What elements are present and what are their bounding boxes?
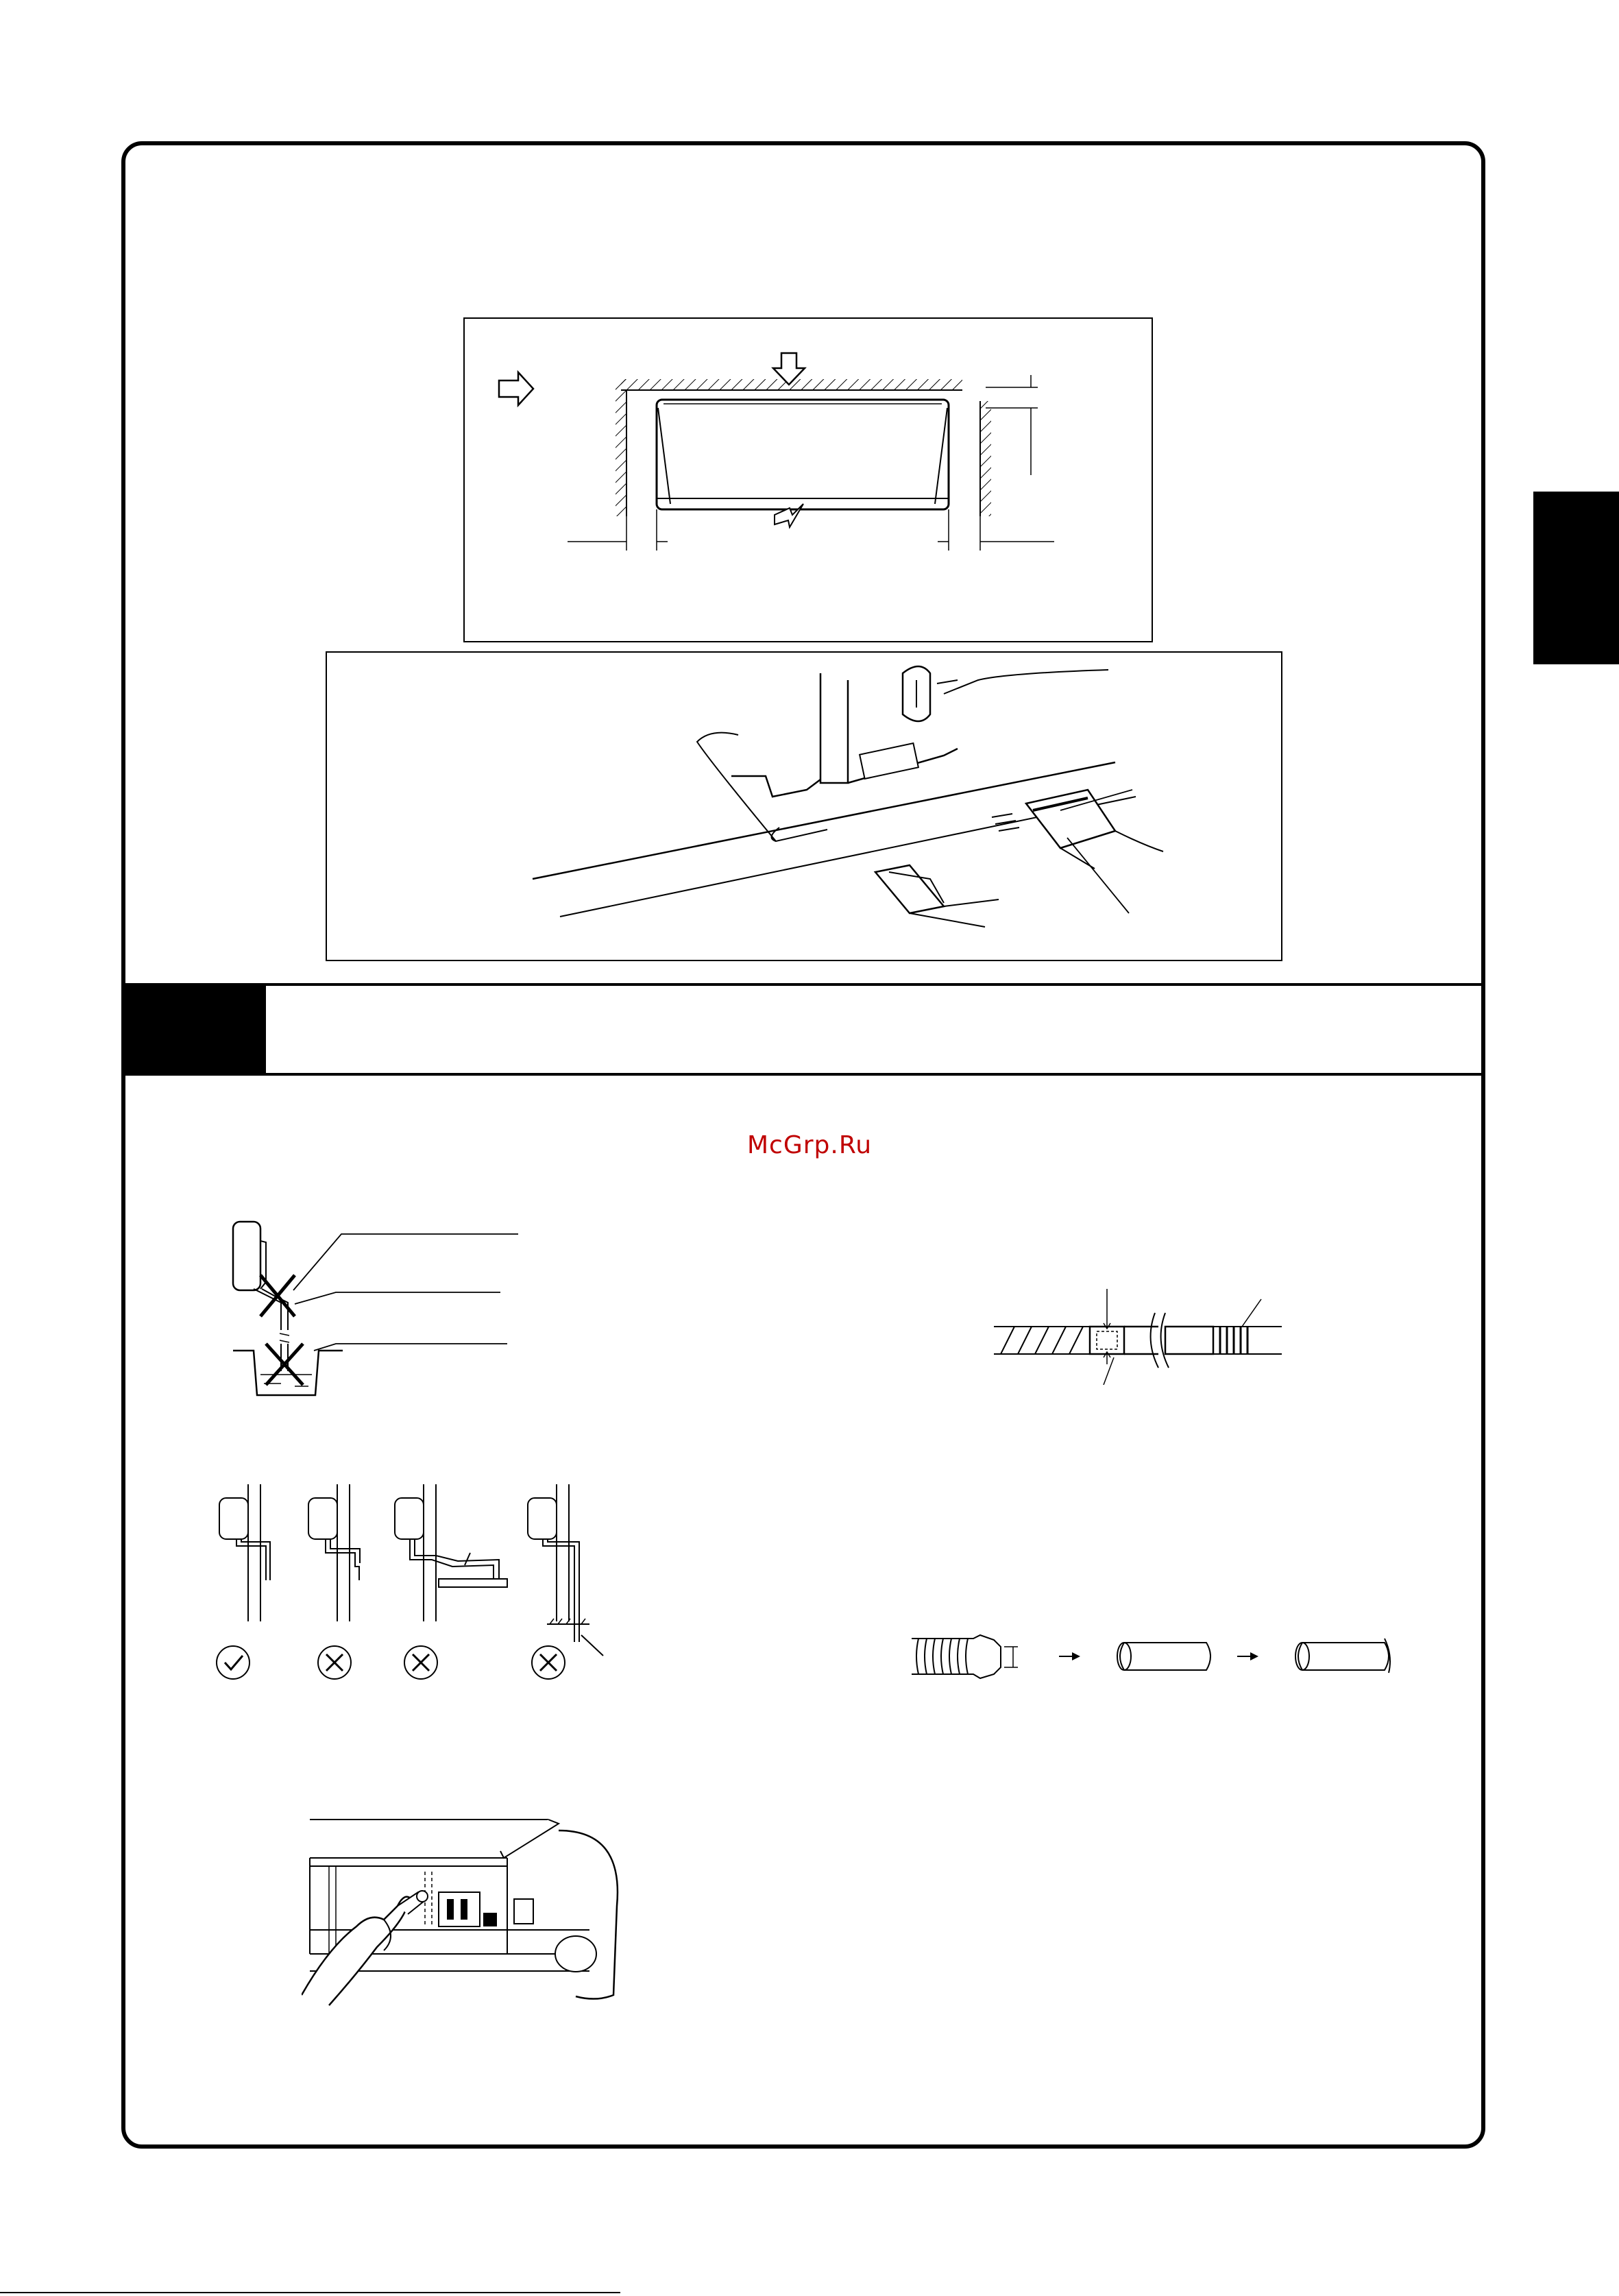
arrow-right-icon <box>1237 1652 1258 1660</box>
corrugated-hose <box>912 1635 1018 1678</box>
footer-rule <box>0 2292 620 2293</box>
mounting-plate-detail <box>326 651 1282 961</box>
water-test-svg <box>302 1817 624 2009</box>
drain-hose-no-submerge <box>226 1213 528 1405</box>
insulation-steps-svg <box>905 1618 1398 1693</box>
watermark-text: McGrp.Ru <box>746 1131 873 1159</box>
hose-joint-svg <box>994 1275 1295 1385</box>
arrow-right-icon <box>499 372 533 405</box>
section-divider-top <box>125 983 1481 986</box>
section-divider-bottom <box>125 1073 1481 1076</box>
routing-example-ng-1 <box>308 1484 360 1679</box>
cross-mark-icon <box>260 1275 295 1316</box>
cut-hose <box>1295 1639 1390 1673</box>
hose-insulation-steps <box>905 1618 1398 1693</box>
mounting-plate-svg <box>327 653 1284 963</box>
drain-hose-svg <box>226 1213 528 1405</box>
insulation-tube <box>1117 1643 1210 1670</box>
water-test-illustration <box>302 1817 624 2009</box>
section-header-block <box>125 986 266 1074</box>
routing-example-ng-3 <box>528 1484 603 1679</box>
extension-hose-joint <box>994 1275 1295 1385</box>
cross-mark-icon <box>266 1344 303 1385</box>
language-side-tab <box>1533 492 1619 664</box>
clearance-diagram <box>463 317 1153 642</box>
arrow-right-icon <box>1059 1652 1080 1660</box>
routing-example-ng-2 <box>395 1484 507 1679</box>
routing-svg <box>206 1484 610 1693</box>
routing-example-ok <box>217 1484 270 1679</box>
drain-hose-routing-examples <box>206 1484 610 1693</box>
clearance-diagram-svg <box>465 319 1154 644</box>
